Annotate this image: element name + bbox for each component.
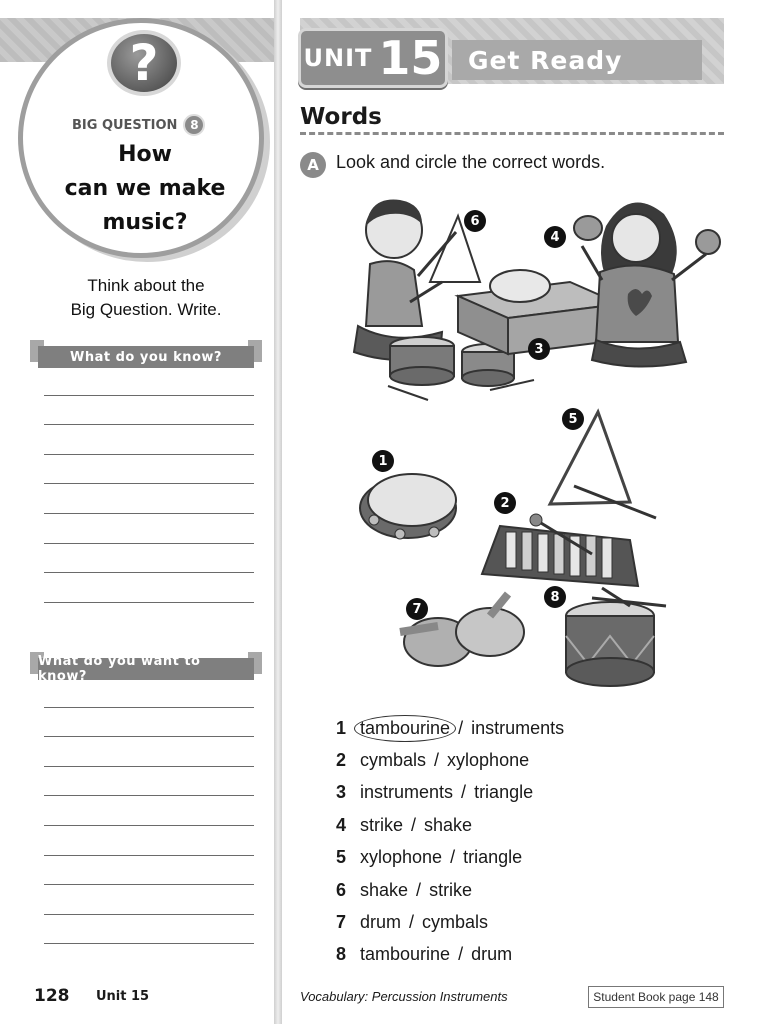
- marker-7: 7: [406, 598, 428, 620]
- writing-line[interactable]: [44, 915, 254, 945]
- answer-separator: /: [416, 879, 422, 900]
- answer-number: 2: [336, 750, 347, 771]
- marker-5: 5: [562, 408, 584, 430]
- marker-3: 3: [528, 338, 550, 360]
- answer-option-a[interactable]: shake: [360, 879, 409, 900]
- words-heading: Words: [300, 104, 382, 130]
- section-title-bar: [452, 40, 702, 80]
- marker-4: 4: [544, 226, 566, 248]
- illustration-svg: [330, 186, 730, 706]
- prompt-line: Big Question. Write.: [70, 300, 222, 319]
- unit-footer: Unit 15: [96, 989, 150, 1004]
- answer-number: 5: [336, 847, 347, 868]
- answer-row: [336, 712, 566, 744]
- big-question-line: How: [118, 142, 172, 167]
- writing-line[interactable]: [44, 514, 254, 544]
- writing-line[interactable]: [44, 885, 254, 915]
- big-question-number: 8: [183, 114, 205, 136]
- answer-row: [336, 809, 566, 841]
- know-writing-lines[interactable]: [44, 366, 254, 603]
- answer-number: 4: [336, 814, 347, 835]
- xylophone-drawing: [482, 514, 638, 586]
- answer-separator: /: [411, 814, 417, 835]
- writing-line[interactable]: [44, 708, 254, 738]
- answer-separator: /: [458, 717, 464, 738]
- writing-line[interactable]: [44, 455, 254, 485]
- unit-number: 15: [378, 31, 443, 85]
- answer-option-b[interactable]: triangle: [463, 847, 523, 868]
- writing-line[interactable]: [44, 856, 254, 886]
- answer-option-a[interactable]: tambourine: [360, 944, 451, 965]
- big-question-line: music?: [102, 210, 188, 235]
- answer-option-b[interactable]: triangle: [474, 782, 534, 803]
- answer-row: [336, 777, 566, 809]
- answer-separator: /: [434, 750, 440, 771]
- answer-option-b[interactable]: strike: [429, 879, 473, 900]
- answer-number: 6: [336, 879, 347, 900]
- answer-option-a[interactable]: instruments: [360, 782, 454, 803]
- want-writing-lines[interactable]: [44, 678, 254, 944]
- student-book-reference: Student Book page 148: [588, 986, 724, 1008]
- marker-6: 6: [464, 210, 486, 232]
- unit-word: UNIT: [303, 44, 373, 72]
- answer-separator: /: [409, 912, 415, 933]
- answer-row: [336, 842, 566, 874]
- answer-number: 8: [336, 944, 347, 965]
- writing-line[interactable]: [44, 796, 254, 826]
- left-column: [0, 0, 276, 1024]
- answer-option-a[interactable]: drum: [360, 912, 402, 933]
- answer-row: [336, 939, 566, 971]
- section-title: Get Ready: [468, 45, 623, 75]
- marker-2: 2: [494, 492, 516, 514]
- answer-number: 1: [336, 717, 347, 738]
- instruments-illustration: [330, 186, 730, 706]
- writing-line[interactable]: [44, 826, 254, 856]
- think-prompt: [30, 274, 262, 322]
- answer-option-a[interactable]: tambourine: [360, 717, 451, 738]
- drum-drawing: [566, 588, 666, 686]
- answer-separator: /: [461, 782, 467, 803]
- answer-option-a[interactable]: cymbals: [360, 750, 427, 771]
- prompt-line: Think about the: [87, 276, 205, 295]
- answer-number: 7: [336, 912, 347, 933]
- writing-line[interactable]: [44, 425, 254, 455]
- activity-letter-badge: A: [300, 152, 326, 178]
- activity-instruction: Look and circle the correct words.: [336, 152, 606, 172]
- answer-row: [336, 906, 566, 938]
- answer-option-a[interactable]: strike: [360, 814, 404, 835]
- answer-list: [336, 712, 566, 971]
- writing-line[interactable]: [44, 366, 254, 396]
- writing-line[interactable]: [44, 484, 254, 514]
- girl-figure: [574, 202, 720, 366]
- page-spine: [274, 0, 282, 1024]
- answer-separator: /: [450, 847, 456, 868]
- answer-option-b[interactable]: shake: [424, 814, 473, 835]
- know-banner-label: What do you know?: [38, 346, 254, 368]
- big-question-label: [72, 114, 205, 136]
- want-banner-label: What do you want to know?: [38, 658, 254, 680]
- answer-option-b[interactable]: cymbals: [422, 912, 489, 933]
- answer-row: [336, 874, 566, 906]
- writing-line[interactable]: [44, 544, 254, 574]
- question-mark-icon: ?: [107, 30, 181, 96]
- answer-option-b[interactable]: instruments: [471, 717, 565, 738]
- writing-line[interactable]: [44, 737, 254, 767]
- big-question-text: BIG QUESTION: [72, 117, 178, 133]
- writing-line[interactable]: [44, 678, 254, 708]
- marker-8: 8: [544, 586, 566, 608]
- page-number: 128: [34, 986, 70, 1006]
- writing-line[interactable]: [44, 396, 254, 426]
- boy-figure: [354, 200, 456, 361]
- writing-line[interactable]: [44, 767, 254, 797]
- unit-badge: [298, 28, 448, 88]
- tambourine-drawing: [360, 474, 456, 539]
- marker-1: 1: [372, 450, 394, 472]
- big-question-line: can we make: [64, 176, 226, 201]
- big-question: [40, 138, 250, 240]
- answer-row: [336, 744, 566, 776]
- dashed-divider: [300, 132, 724, 135]
- answer-number: 3: [336, 782, 347, 803]
- answer-separator: /: [458, 944, 464, 965]
- writing-line[interactable]: [44, 573, 254, 603]
- answer-option-b[interactable]: xylophone: [447, 750, 530, 771]
- vocabulary-footer: Vocabulary: Percussion Instruments: [300, 989, 508, 1004]
- answer-option-a[interactable]: xylophone: [360, 847, 443, 868]
- answer-option-b[interactable]: drum: [471, 944, 513, 965]
